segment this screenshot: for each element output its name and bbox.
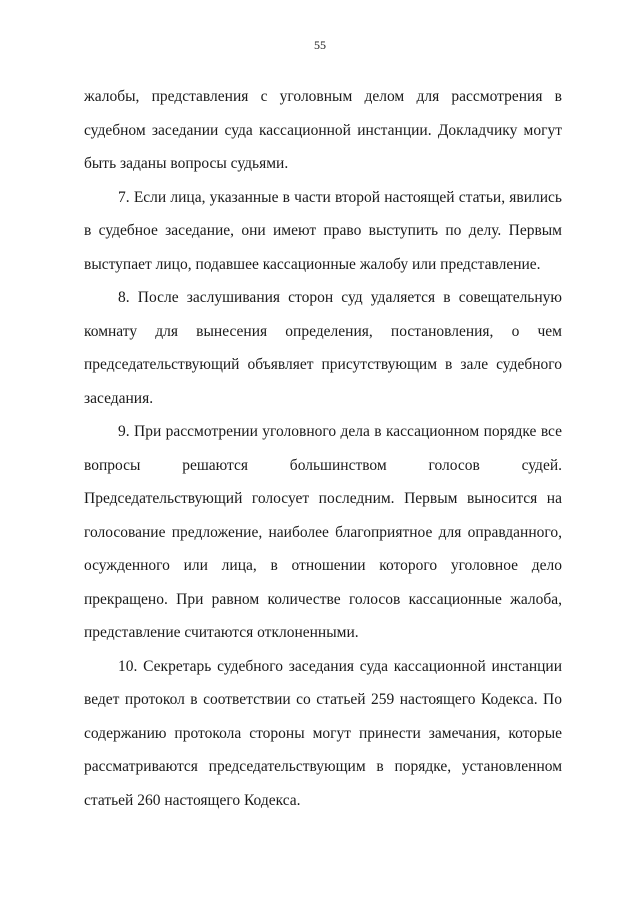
paragraph-item-8: 8. После заслушивания сторон суд удаляется в совещательную комнату для вынесения определения, постановления, о чем председательствующий объявляет присутствующим в зале судебного заседания. xyxy=(84,289,562,407)
paragraph-item-10: 10. Секретарь судебного заседания суда кассационной инстанции ведет протокол в соответствии со статьей 259 настоящего Кодекса. По содержанию протокола стороны могут принести замечания, которые рассматриваются председательствующим в порядке, установленном статьей 260 настоящего Кодекса. xyxy=(84,657,562,809)
paragraph-item-7: 7. Если лица, указанные в части второй настоящей статьи, явились в судебное заседание, они имеют право выступить по делу. Первым выступает лицо, подавшее кассационные жалобу или представление. xyxy=(84,188,562,273)
page-number: 55 xyxy=(314,38,326,52)
document-body xyxy=(84,80,562,817)
paragraph-item-9: 9. При рассмотрении уголовного дела в кассационном порядке все вопросы решаются большинством голосов судей. Председательствующий голосует последним. Первым выносится на голосование предложение, наиболее благоприятное для оправданного, осужденного или лица, в отношении которого уголовное дело прекращено. При равном количестве голосов кассационные жалоба, представление считаются отклоненными. xyxy=(84,423,562,641)
paragraph-continuation: жалобы, представления с уголовным делом для рассмотрения в судебном заседании суда кассационной инстанции. Докладчику могут быть заданы вопросы судьями. xyxy=(84,88,562,172)
